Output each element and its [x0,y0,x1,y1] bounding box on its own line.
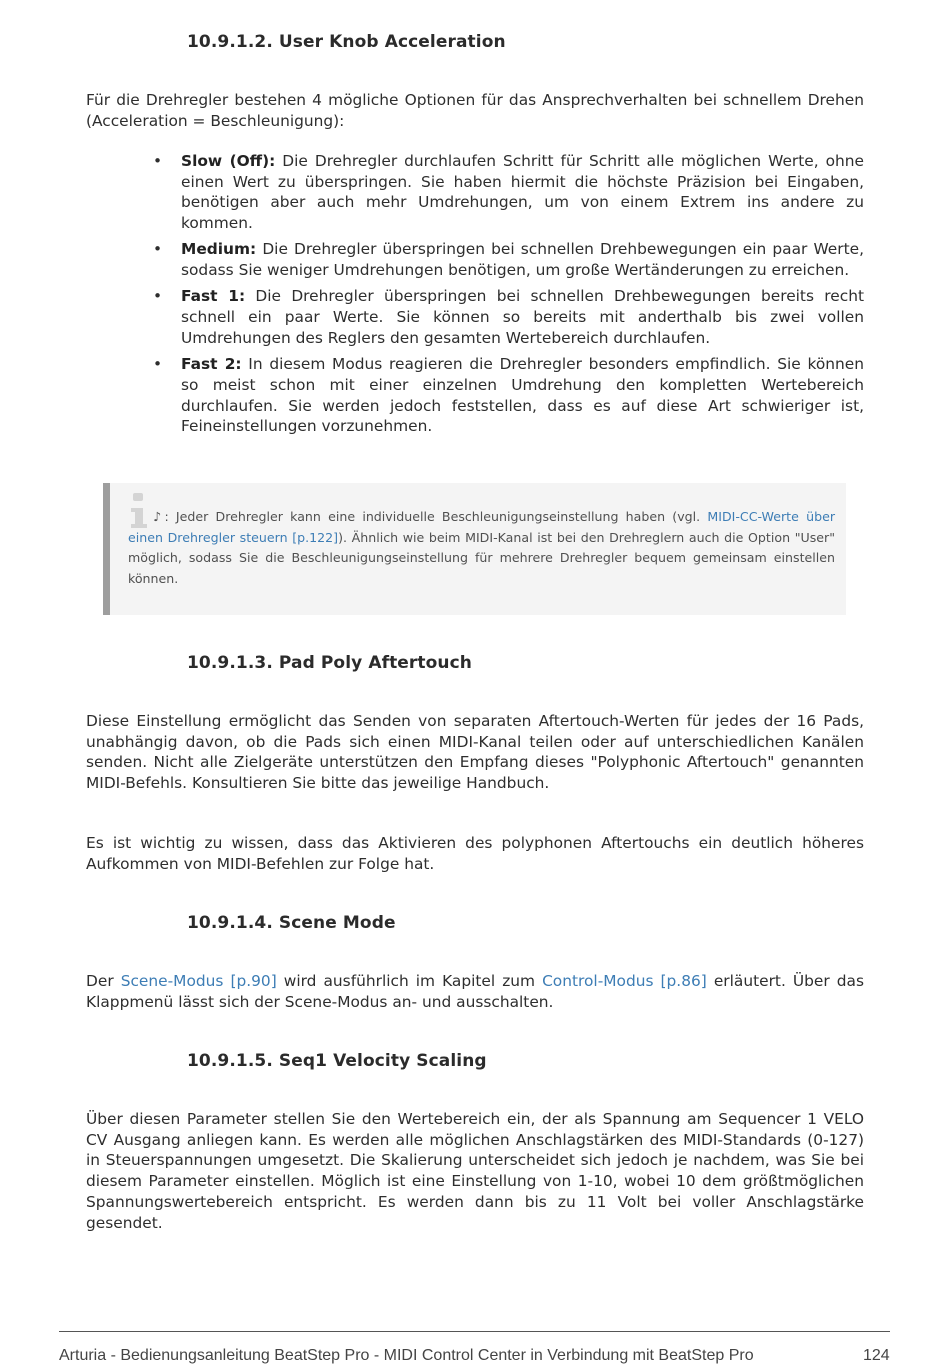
footer-title: Arturia - Bedienungsanleitung BeatStep Pro - MIDI Control Center in Verbindung mit BeatStep Pro [59,1347,754,1364]
scene-mode-paragraph [86,971,864,1012]
option-term: Medium: [181,240,257,259]
option-text: Die Drehregler überspringen bei schnellen Drehbewegungen ein paar Werte, sodass Sie weniger Umdrehungen benötigen, um große Wertänderungen zu erreichen. [181,240,864,280]
aftertouch-paragraph-1: Diese Einstellung ermöglicht das Senden von separaten Aftertouch-Werten für jedes der 16 Pads, unabhängig davon, ob die Pads sich einen MIDI-Kanal teilen oder auf unterschiedlichen Kanälen senden. Nicht alle Zielgeräte unterstützen den Empfang dieses "Polyphonic Aftertouch" genannten MIDI-Befehls. Konsultieren Sie bitte das jeweilige Handbuch. [86,712,864,793]
list-item [150,151,864,234]
scene-text-3: erläutert. Über das Klappmenü lässt sich der Scene-Modus an- und ausschalten. [86,972,864,1011]
info-note-box [103,483,846,615]
scene-text-2: wird ausführlich im Kapitel zum [276,972,543,990]
list-item [150,354,864,437]
acceleration-options-list [150,151,864,443]
option-text: Die Drehregler durchlaufen Schritt für Schritt alle möglichen Werte, ohne einen Wert zu überspringen. Sie haben hiermit die höchste Präzision bei Eingaben, benötigen aber auch mehr Umdrehungen, um von einem Extrem ins andere zu kommen. [181,152,864,233]
midi-cc-link[interactable]: MIDI-CC-Werte über einen Drehregler steuern [p.122] [128,509,835,545]
option-text: Die Drehregler überspringen bei schnellen Drehbewegungen bereits recht schnell ein paar Werte. Sie können so bereits mit anderthalb bis zwei vollen Umdrehungen des Reglers den gesamten Wertebereich durchlaufen. [181,287,864,347]
section-heading-scene-mode: 10.9.1.4. Scene Mode [187,913,396,933]
page-number: 124 [863,1347,890,1364]
note-text [128,507,835,590]
aftertouch-paragraph-2: Es ist wichtig zu wissen, dass das Aktivieren des polyphonen Aftertouchs ein deutlich höheres Aufkommen von MIDI-Befehlen zur Folge hat. [86,834,864,873]
bullet-icon: • [153,152,163,170]
control-mode-link[interactable]: Control-Modus [p.86] [542,972,707,990]
option-term: Fast 1: [181,287,246,306]
section-heading-user-knob-acceleration: 10.9.1.2. User Knob Acceleration [187,32,506,52]
scene-mode-link[interactable]: Scene-Modus [p.90] [120,972,277,990]
bullet-icon: • [153,287,163,306]
bullet-icon: • [153,355,163,374]
section-heading-pad-poly-aftertouch: 10.9.1.3. Pad Poly Aftertouch [187,653,473,673]
option-term: Fast 2: [181,355,242,374]
option-text: In diesem Modus reagieren die Drehregler besonders empfindlich. Sie können so meist schon mit einer einzelnen Umdrehung den kompletten Wertebereich durchlaufen. Sie werden jedoch feststellen, dass es auf diese Art schwieriger ist, Feineinstellungen vorzunehmen. [181,355,864,436]
velocity-scaling-paragraph: Über diesen Parameter stellen Sie den Wertebereich ein, der als Spannung am Sequencer 1 VELO CV Ausgang anliegen kann. Es werden alle möglichen Anschlagstärken des MIDI-Standards (0-127) in Steuerspannungen umgesetzt. Die Skalierung unterscheidet sich jedoch je nachdem, was Sie bei diesem Parameter einstellen. Möglich ist eine Einstellung von 1-10, wobei 10 dem größtmöglichen Spannungswertebereich entspricht. Es werden dann bis zu 11 Volt bei voller Anschlagstärke gesendet. [86,1110,864,1232]
footer-divider [59,1331,890,1332]
bullet-icon: • [153,240,163,259]
section-heading-seq1-velocity-scaling: 10.9.1.5. Seq1 Velocity Scaling [187,1051,487,1071]
option-term: Slow (Off): [181,152,276,170]
note-suffix: ). Ähnlich wie beim MIDI-Kanal ist bei den Drehreglern auch die Option "User" möglich, sodass Sie die Beschleunigungseinstellung für mehrere Drehregler bequem gemeinsam einstellen können. [128,529,835,587]
note-prefix: ♪: Jeder Drehregler kann eine individuelle Beschleunigungseinstellung haben (vgl. [150,509,708,524]
scene-text-1: Der [86,972,121,990]
list-item [150,239,864,280]
list-item [150,286,864,348]
intro-paragraph: Für die Drehregler bestehen 4 mögliche Optionen für das Ansprechverhalten bei schnellem Drehen (Acceleration = Beschleunigung): [86,91,864,130]
